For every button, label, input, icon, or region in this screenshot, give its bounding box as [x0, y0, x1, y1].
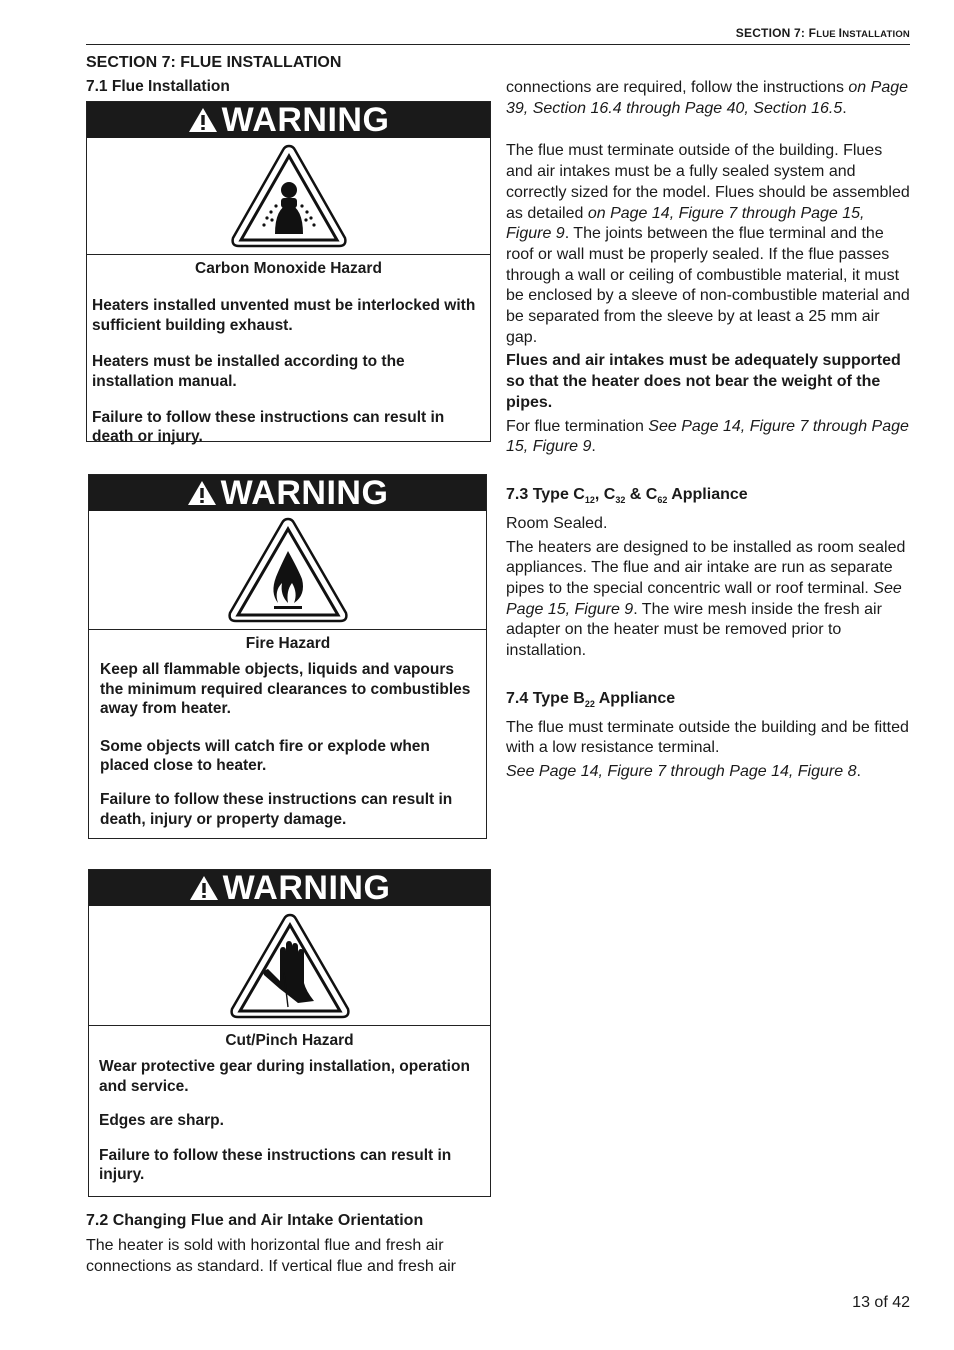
warning-banner: WARNING — [89, 870, 490, 906]
running-header: SECTION 7: FLUE INSTALLATION — [735, 26, 910, 40]
warning-triangle-icon — [189, 875, 219, 901]
pictogram-area — [87, 138, 490, 255]
subsection-7-3-body: The heaters are designed to be installed as room sealed appliances. The flue and air intake are run as separate pipes to the special concentric wall or roof terminal. See Page 15, Figure 9. The wire mesh inside the fresh air adapter on the heater must be removed prior to installation. — [506, 538, 906, 660]
warning-line: Failure to follow these instructions can result in death, injury or property damage. — [100, 791, 453, 828]
warning-line: Failure to follow these instructions can result in injury. — [99, 1146, 452, 1183]
section-title: SECTION 7: FLUE INSTALLATION — [86, 54, 342, 71]
subsection-7-2-body-left: The heater is sold with horizontal flue and fresh air connections as standard. If vertical flue and fresh air — [86, 1237, 456, 1275]
pictogram-area — [89, 906, 490, 1026]
hazard-title: Cut/Pinch Hazard — [225, 1032, 354, 1049]
warning-line: Failure to follow these instructions can result in death or injury. — [92, 408, 445, 446]
warning-text — [87, 255, 490, 447]
subsection-7-4-title: 7.4 Type $B_{22}$ Appliance — [506, 689, 676, 709]
warning-line: Edges are sharp. — [99, 1112, 224, 1130]
warning-triangle-icon — [188, 107, 218, 133]
subsection-7-3-title: 7.3 Type $C_{12}$, $C_{32}$ & $C_{62}$ Appliance — [506, 485, 748, 506]
warning-line: Keep all flammable objects, liquids and vapours the minimum required clearances to combustibles away from heater. — [100, 661, 471, 718]
header-divider — [86, 44, 910, 45]
warning-banner: WARNING — [87, 102, 490, 138]
hazard-title: Fire Hazard — [245, 635, 331, 652]
termination-reference: For flue termination See Page 14, Figure 7 through Page 15, Figure 9. — [506, 417, 909, 456]
subsection-7-4-reference: See Page 14, Figure 7 through Page 14, Figure 8. — [506, 763, 861, 781]
page-number: 13 of 42 — [852, 1294, 910, 1311]
warning-text — [89, 1026, 490, 1184]
flue-paragraph: The flue must terminate outside of the building. Flues and air intakes must be a fully sealed system and correctly sized for the model. Flues should be assembled as detailed on Page 14, Figure 7 through Page 15, Figure 9. The joints between the flue terminal and the roof or wall must be properly sealed. If the flue passes through a wall or ceiling of combustible material, it must be enclosed by a sleeve of non-combustible material and be separated from the sleeve by at least a 25 mm air gap. — [506, 142, 910, 346]
warning-box-cut-pinch — [88, 869, 491, 1197]
pictogram-area — [89, 511, 486, 630]
subsection-7-2-body-right: connections are required, follow the instructions on Page 39, Section 16.4 through Page 40, Section 16.5. — [506, 79, 909, 117]
fire-warning-icon — [226, 515, 350, 625]
support-warning-paragraph: Flues and air intakes must be adequately supported so that the heater does not bear the weight of the pipes. — [506, 352, 901, 411]
subsection-7-1-title: 7.1 Flue Installation — [86, 78, 230, 95]
hazard-title: Carbon Monoxide Hazard — [195, 260, 382, 277]
gas-mask-warning-icon — [229, 142, 349, 250]
right-column — [506, 78, 912, 783]
warning-line: Heaters installed unvented must be interlocked with sufficient building exhaust. — [92, 297, 476, 334]
cut-hand-warning-icon — [228, 911, 352, 1021]
subsection-7-2-title: 7.2 Changing Flue and Air Intake Orientation — [86, 1212, 424, 1229]
subsection-7-4-body: The flue must terminate outside the building and be fitted with a low resistance terminal. — [506, 718, 909, 757]
warning-text — [89, 630, 486, 829]
warning-box-carbon-monoxide — [86, 100, 491, 446]
warning-box-fire — [88, 474, 487, 839]
warning-line: Wear protective gear during installation, operation and service. — [99, 1058, 470, 1095]
warning-triangle-icon — [187, 480, 217, 506]
room-sealed-text: Room Sealed. — [506, 514, 608, 532]
warning-banner: WARNING — [89, 475, 486, 511]
warning-line: Heaters must be installed according to the installation manual. — [92, 353, 405, 390]
warning-line: Some objects will catch fire or explode when placed close to heater. — [100, 737, 430, 774]
